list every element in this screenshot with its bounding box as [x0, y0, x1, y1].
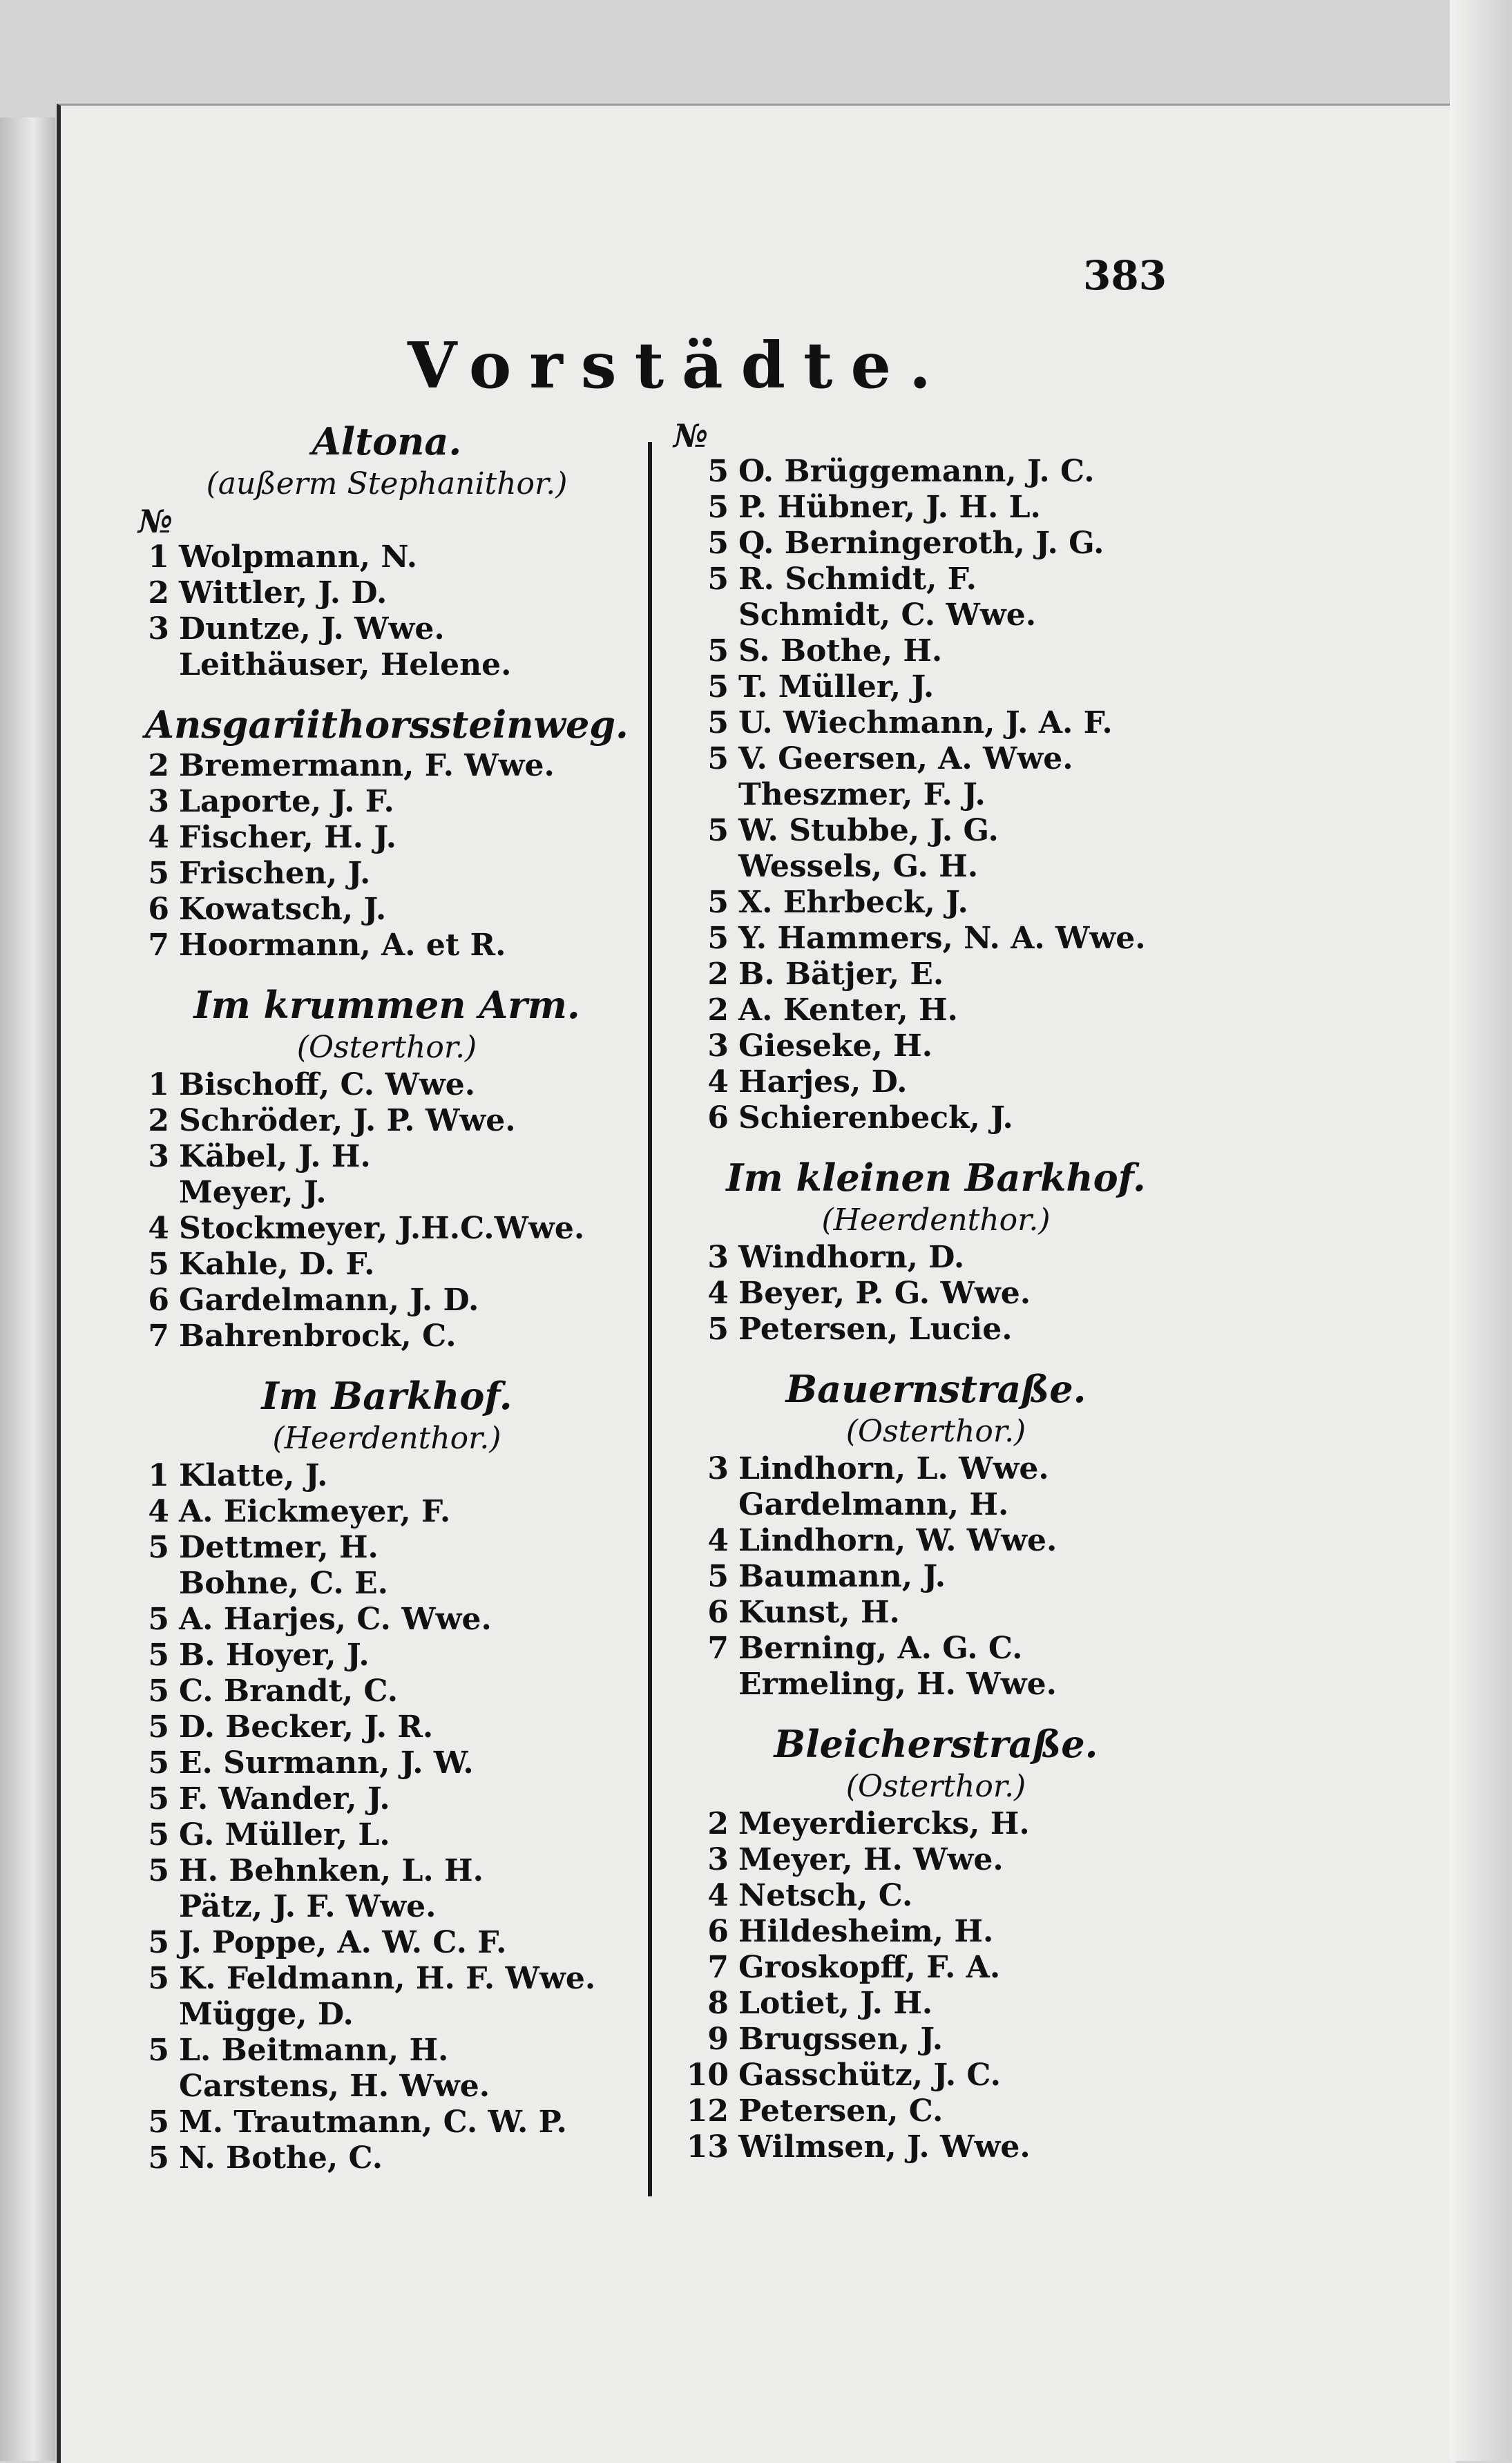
resident-name: Meyer, H. Wwe.: [738, 1842, 1004, 1877]
house-number: 2: [707, 957, 729, 992]
resident-entry: [673, 1523, 1198, 1559]
house-number: 5: [148, 1674, 169, 1709]
street-gate: (Osterthor.): [845, 1414, 1026, 1449]
resident-entry: [673, 454, 1198, 490]
house-number: 5: [148, 1247, 169, 1282]
resident-name: M. Trautmann, C. W. P.: [179, 2105, 567, 2140]
resident-list: [673, 1806, 1198, 2165]
resident-entry: [138, 1709, 635, 1745]
house-number: 4: [707, 1064, 729, 1100]
resident-entry: [138, 1103, 635, 1139]
resident-name: Kowatsch, J.: [179, 892, 387, 927]
house-number: 5: [707, 741, 729, 776]
resident-name: Ermeling, H. Wwe.: [738, 1667, 1057, 1702]
resident-entry: [673, 1028, 1198, 1064]
street-name: Im Barkhof.: [261, 1374, 513, 1418]
resident-list: [673, 1451, 1198, 1703]
house-number: 5: [707, 562, 729, 597]
resident-name: Leithäuser, Helene.: [179, 647, 512, 682]
resident-name: N. Bothe, C.: [179, 2140, 383, 2176]
house-number: 5: [707, 705, 729, 740]
house-number: 7: [148, 928, 169, 963]
resident-name: Gieseke, H.: [738, 1028, 933, 1064]
resident-entry: [138, 1997, 635, 2033]
resident-name: A. Kenter, H.: [738, 993, 958, 1028]
street-name: Altona.: [312, 419, 462, 463]
resident-name: Baumann, J.: [738, 1559, 946, 1594]
resident-name: Bremermann, F. Wwe.: [179, 748, 555, 783]
street-section: [138, 418, 635, 683]
house-number: 5: [148, 1745, 169, 1781]
resident-entry: [673, 669, 1198, 705]
resident-entry: [138, 1602, 635, 1638]
resident-name: Schmidt, C. Wwe.: [738, 597, 1037, 633]
house-number: 5: [707, 813, 729, 848]
resident-list: [138, 1067, 635, 1354]
resident-name: P. Hübner, J. H. L.: [738, 490, 1041, 525]
house-number: 6: [707, 1100, 729, 1135]
house-number: 5: [148, 1530, 169, 1565]
resident-entry: [138, 1530, 635, 1566]
house-number: 5: [707, 526, 729, 561]
street-section: [138, 981, 635, 1354]
resident-name: Bohne, C. E.: [179, 1566, 388, 1601]
house-number: 4: [707, 1523, 729, 1558]
right-column: [673, 418, 1198, 2165]
resident-name: Groskopff, F. A.: [738, 1950, 1001, 1985]
house-number: 1: [148, 1458, 169, 1493]
resident-list: [138, 539, 635, 683]
resident-entry: [138, 611, 635, 647]
resident-name: Q. Berningeroth, J. G.: [738, 526, 1104, 561]
resident-name: Duntze, J. Wwe.: [179, 611, 445, 646]
resident-entry: [673, 1842, 1198, 1878]
page-title: Vorstädte.: [408, 328, 950, 403]
resident-entry: [673, 562, 1198, 597]
street-gate: (Heerdenthor.): [821, 1202, 1051, 1238]
resident-list: [138, 1458, 635, 2176]
house-number: 3: [707, 1842, 729, 1877]
house-number: 9: [707, 2022, 729, 2057]
resident-name: X. Ehrbeck, J.: [738, 885, 968, 920]
resident-name: Bischoff, C. Wwe.: [179, 1067, 476, 1102]
house-number: 5: [707, 921, 729, 956]
resident-name: Schröder, J. P. Wwe.: [179, 1103, 516, 1138]
house-number: 5: [707, 1559, 729, 1594]
house-number: 7: [148, 1319, 169, 1354]
house-number: 5: [148, 1781, 169, 1817]
resident-entry: [673, 741, 1198, 777]
resident-entry: [138, 1494, 635, 1530]
resident-entry: [138, 647, 635, 683]
resident-name: Meyer, J.: [179, 1175, 327, 1210]
resident-name: R. Schmidt, F.: [738, 562, 977, 597]
resident-name: Carstens, H. Wwe.: [179, 2069, 490, 2104]
resident-name: Wessels, G. H.: [738, 849, 979, 884]
house-number: 1: [148, 1067, 169, 1102]
house-number: 2: [148, 575, 169, 611]
resident-name: Petersen, Lucie.: [738, 1312, 1013, 1347]
resident-name: E. Surmann, J. W.: [179, 1745, 474, 1781]
house-number: 7: [707, 1950, 729, 1985]
resident-entry: [138, 1211, 635, 1247]
resident-entry: [673, 1950, 1198, 1986]
resident-entry: [673, 1631, 1198, 1667]
resident-entry: [138, 892, 635, 928]
street-section: [673, 1365, 1198, 1703]
resident-entry: [673, 633, 1198, 669]
house-number: 3: [707, 1240, 729, 1275]
resident-name: Hoormann, A. et R.: [179, 928, 506, 963]
resident-entry: [138, 1674, 635, 1709]
resident-name: Gardelmann, H.: [738, 1487, 1009, 1522]
resident-entry: [673, 705, 1198, 741]
resident-name: Bahrenbrock, C.: [179, 1319, 457, 1354]
resident-entry: [673, 1595, 1198, 1631]
house-number: 3: [148, 611, 169, 646]
street-gate: (außerm Stephanithor.): [206, 466, 568, 501]
resident-name: Stockmeyer, J.H.C.Wwe.: [179, 1211, 585, 1246]
house-number: 5: [148, 1925, 169, 1960]
street-section: [138, 701, 635, 964]
resident-name: Pätz, J. F. Wwe.: [179, 1889, 437, 1924]
resident-entry: [138, 784, 635, 820]
resident-name: Harjes, D.: [738, 1064, 908, 1100]
resident-name: B. Bätjer, E.: [738, 957, 944, 992]
resident-entry: [138, 1319, 635, 1354]
resident-name: Fischer, H. J.: [179, 820, 397, 855]
resident-entry: [138, 2033, 635, 2069]
resident-entry: [673, 2129, 1198, 2165]
right-page-edge: [1450, 0, 1512, 2461]
resident-name: A. Eickmeyer, F.: [179, 1494, 451, 1529]
house-number: 1: [148, 539, 169, 575]
resident-name: Hildesheim, H.: [738, 1914, 994, 1949]
resident-name: Y. Hammers, N. A. Wwe.: [738, 921, 1146, 956]
resident-name: Petersen, C.: [738, 2093, 944, 2129]
resident-name: Theszmer, F. J.: [738, 777, 986, 812]
house-number: 5: [148, 2140, 169, 2176]
resident-name: L. Beitmann, H.: [179, 2033, 449, 2068]
resident-list: [138, 748, 635, 964]
resident-entry: [673, 1100, 1198, 1136]
resident-name: O. Brüggemann, J. C.: [738, 454, 1095, 489]
house-number: 5: [707, 454, 729, 489]
resident-name: T. Müller, J.: [738, 669, 935, 705]
street-section: [673, 1154, 1198, 1348]
resident-entry: [673, 2093, 1198, 2129]
resident-entry: [673, 2022, 1198, 2058]
resident-name: Käbel, J. H.: [179, 1139, 371, 1174]
house-number: 5: [148, 2105, 169, 2140]
resident-name: Kahle, D. F.: [179, 1247, 375, 1282]
resident-entry: [673, 777, 1198, 813]
house-number: 6: [707, 1595, 729, 1630]
resident-name: Beyer, P. G. Wwe.: [738, 1276, 1031, 1311]
resident-name: F. Wander, J.: [179, 1781, 390, 1817]
house-number: 6: [148, 892, 169, 927]
resident-entry: [138, 539, 635, 575]
house-number: 2: [148, 1103, 169, 1138]
resident-entry: [138, 2140, 635, 2176]
resident-entry: [673, 1312, 1198, 1348]
house-number: 5: [707, 633, 729, 669]
resident-name: K. Feldmann, H. F. Wwe.: [179, 1961, 596, 1996]
street-section: [673, 418, 1198, 1136]
resident-entry: [138, 820, 635, 856]
resident-list: [673, 1240, 1198, 1348]
resident-name: H. Behnken, L. H.: [179, 1853, 484, 1888]
street-gate: (Osterthor.): [845, 1769, 1026, 1804]
house-number: 13: [686, 2129, 729, 2165]
street-name: Bauernstraße.: [785, 1367, 1087, 1411]
resident-list: [673, 454, 1198, 1136]
resident-name: W. Stubbe, J. G.: [738, 813, 999, 848]
house-number: 5: [707, 490, 729, 525]
house-number: 5: [148, 1709, 169, 1745]
house-number: 5: [148, 2033, 169, 2068]
house-number: 5: [148, 1638, 169, 1673]
resident-entry: [673, 1487, 1198, 1523]
resident-entry: [673, 1806, 1198, 1842]
house-number: 8: [707, 1986, 729, 2021]
resident-name: Kunst, H.: [738, 1595, 900, 1630]
resident-entry: [673, 1986, 1198, 2022]
street-gate: (Osterthor.): [296, 1030, 477, 1065]
resident-name: S. Bothe, H.: [738, 633, 943, 669]
resident-name: Klatte, J.: [179, 1458, 328, 1493]
resident-entry: [138, 575, 635, 611]
house-number: 4: [707, 1878, 729, 1913]
house-number: 3: [707, 1028, 729, 1064]
house-number: 5: [707, 669, 729, 705]
resident-entry: [673, 490, 1198, 526]
resident-entry: [138, 1745, 635, 1781]
house-number: 7: [707, 1631, 729, 1666]
street-name: Bleicherstraße.: [774, 1722, 1098, 1766]
resident-name: Lindhorn, L. Wwe.: [738, 1451, 1049, 1486]
resident-entry: [138, 1067, 635, 1103]
street-gate: (Heerdenthor.): [272, 1421, 501, 1456]
resident-name: Dettmer, H.: [179, 1530, 379, 1565]
house-number: 4: [707, 1276, 729, 1311]
resident-name: Wilmsen, J. Wwe.: [738, 2129, 1031, 2165]
resident-entry: [138, 1817, 635, 1853]
street-name: Ansgariithorssteinweg.: [145, 702, 629, 747]
resident-name: Berning, A. G. C.: [738, 1631, 1023, 1666]
resident-entry: [673, 1667, 1198, 1703]
resident-name: Gasschütz, J. C.: [738, 2058, 1001, 2093]
resident-entry: [673, 1451, 1198, 1487]
house-number: 6: [707, 1914, 729, 1949]
house-number: 5: [707, 885, 729, 920]
resident-entry: [673, 1559, 1198, 1595]
resident-entry: [138, 1566, 635, 1602]
house-number: 5: [707, 1312, 729, 1347]
resident-name: G. Müller, L.: [179, 1817, 390, 1852]
resident-entry: [138, 1961, 635, 1997]
resident-entry: [138, 2069, 635, 2105]
resident-entry: [673, 993, 1198, 1028]
resident-entry: [138, 1925, 635, 1961]
resident-name: U. Wiechmann, J. A. F.: [738, 705, 1113, 740]
house-number: 2: [707, 993, 729, 1028]
resident-name: Lotiet, J. H.: [738, 1986, 933, 2021]
resident-name: Wittler, J. D.: [179, 575, 387, 611]
resident-entry: [138, 856, 635, 892]
house-number: 2: [707, 1806, 729, 1841]
resident-entry: [138, 1889, 635, 1925]
house-number: 4: [148, 1494, 169, 1529]
house-number: 2: [148, 748, 169, 783]
resident-entry: [673, 921, 1198, 957]
street-name: Im krummen Arm.: [193, 983, 580, 1027]
resident-entry: [673, 849, 1198, 885]
house-number: 4: [148, 1211, 169, 1246]
page-number: 383: [1083, 252, 1167, 299]
house-number: 12: [686, 2093, 729, 2129]
resident-entry: [673, 526, 1198, 562]
resident-name: Schierenbeck, J.: [738, 1100, 1013, 1135]
resident-entry: [138, 1781, 635, 1817]
resident-entry: [673, 885, 1198, 921]
resident-name: B. Hoyer, J.: [179, 1638, 370, 1673]
column-divider: [648, 442, 652, 2196]
house-number: 5: [148, 1817, 169, 1852]
resident-entry: [673, 957, 1198, 993]
resident-entry: [138, 2105, 635, 2140]
house-number: 5: [148, 1853, 169, 1888]
resident-name: Mügge, D.: [179, 1997, 354, 2032]
resident-entry: [673, 813, 1198, 849]
house-number: 5: [148, 856, 169, 891]
resident-entry: [673, 597, 1198, 633]
number-mark: №: [673, 417, 708, 454]
resident-name: C. Brandt, C.: [179, 1674, 399, 1709]
resident-entry: [673, 1064, 1198, 1100]
resident-entry: [673, 1914, 1198, 1950]
resident-name: Frischen, J.: [179, 856, 371, 891]
number-mark: №: [138, 503, 173, 540]
resident-name: Windhorn, D.: [738, 1240, 965, 1275]
resident-name: A. Harjes, C. Wwe.: [179, 1602, 492, 1637]
resident-entry: [138, 748, 635, 784]
street-name: Im kleinen Barkhof.: [726, 1156, 1146, 1200]
resident-name: Lindhorn, W. Wwe.: [738, 1523, 1058, 1558]
resident-entry: [673, 1240, 1198, 1276]
resident-name: Wolpmann, N.: [179, 539, 418, 575]
house-number: 4: [148, 820, 169, 855]
resident-name: Brugssen, J.: [738, 2022, 944, 2057]
resident-name: V. Geersen, A. Wwe.: [738, 741, 1073, 776]
resident-entry: [138, 1638, 635, 1674]
resident-name: Meyerdiercks, H.: [738, 1806, 1030, 1841]
resident-entry: [138, 1283, 635, 1319]
resident-entry: [673, 1276, 1198, 1312]
house-number: 3: [707, 1451, 729, 1486]
resident-name: J. Poppe, A. W. C. F.: [179, 1925, 507, 1960]
resident-entry: [138, 1247, 635, 1283]
house-number: 3: [148, 1139, 169, 1174]
resident-entry: [138, 1175, 635, 1211]
left-column: [138, 418, 635, 2176]
house-number: 3: [148, 784, 169, 819]
resident-entry: [138, 1139, 635, 1175]
resident-entry: [673, 2058, 1198, 2093]
left-page-edge: [0, 117, 55, 2461]
street-section: [673, 1721, 1198, 2165]
street-section: [138, 1372, 635, 2176]
house-number: 5: [148, 1961, 169, 1996]
resident-name: Laporte, J. F.: [179, 784, 394, 819]
resident-entry: [673, 1878, 1198, 1914]
resident-name: Gardelmann, J. D.: [179, 1283, 479, 1318]
house-number: 5: [148, 1602, 169, 1637]
resident-entry: [138, 1458, 635, 1494]
resident-entry: [138, 928, 635, 964]
resident-name: Netsch, C.: [738, 1878, 913, 1913]
house-number: 6: [148, 1283, 169, 1318]
resident-entry: [138, 1853, 635, 1889]
resident-name: D. Becker, J. R.: [179, 1709, 434, 1745]
house-number: 10: [686, 2058, 729, 2093]
